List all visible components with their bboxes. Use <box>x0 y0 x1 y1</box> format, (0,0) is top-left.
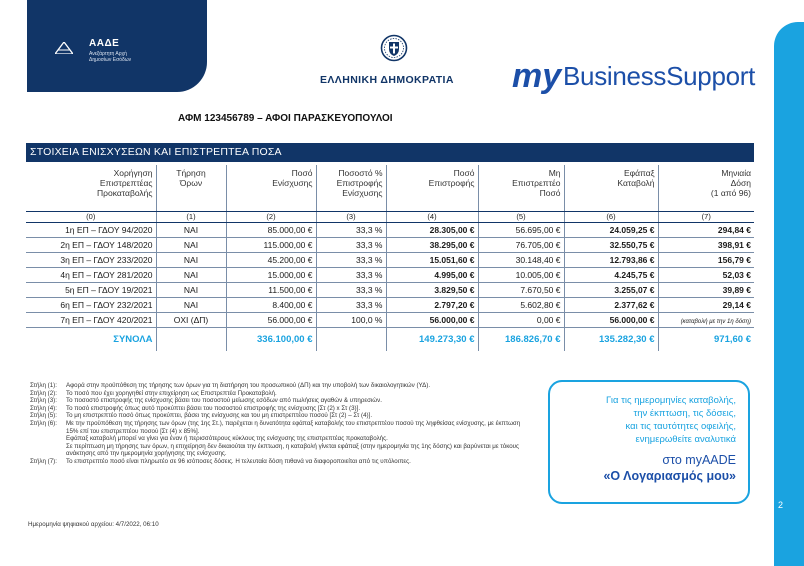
empty-cell <box>316 327 386 351</box>
column-header: Χορήγηση Επιστρεπτέας Προκαταβολής <box>26 165 156 211</box>
refund-cell: 2.797,20 € <box>386 297 478 312</box>
percent-cell: 33,3 % <box>316 267 386 282</box>
column-index: (2) <box>226 211 316 222</box>
column-index: (7) <box>658 211 754 222</box>
note-item: Στήλη (6): Με την προϋπόθεση της τήρησης των όρων (της 1ης Στ.), παρέχεται η δυνατότητα εφάπαξ καταβολής του επιστρεπτέου ποσού της ληφθείσας ενίσχυσης, με έκπτωση 15% επί του επιστρεπτέου ποσού [Στ (4) x 85%]. <box>30 419 521 435</box>
note-item: Στήλη (5): Το μη επιστρεπτέο ποσό όπως προκύπτει, βάσει της ενίσχυσης και του μη επιστρεπτέου ποσού [Στ (2) – Στ (4)]. <box>30 412 373 420</box>
percent-cell: 33,3 % <box>316 282 386 297</box>
brand-logo-text: BusinessSupport <box>563 61 756 91</box>
table-row <box>26 267 754 282</box>
nonrefund-cell: 0,00 € <box>478 312 564 327</box>
refund-cell: 28.305,00 € <box>386 222 478 237</box>
note-continuation: Εφάπαξ καταβολή μπορεί να γίνει για έναν ή περισσότερους κύκλους της ενίσχυσης της επιστρεπτέας προκαταβολής. <box>66 435 388 443</box>
column-index: (3) <box>316 211 386 222</box>
program-cell: 3η ΕΠ – ΓΔΟΥ 233/2020 <box>26 252 156 267</box>
column-header: Τήρηση Όρων <box>156 165 226 211</box>
myaade-link-text: στο myAADE <box>662 453 736 467</box>
amount-cell: 115.000,00 € <box>226 237 316 252</box>
terms-cell: ΝΑΙ <box>156 282 226 297</box>
monthly-cell: 294,84 € <box>658 222 754 237</box>
brand-logo-my: my <box>512 57 562 95</box>
info-line: και τις ταυτότητες οφειλής, <box>625 421 736 432</box>
lump-sum-cell: 12.793,86 € <box>564 252 658 267</box>
table-row <box>26 282 754 297</box>
amount-cell: 15.000,00 € <box>226 267 316 282</box>
terms-cell: ΝΑΙ <box>156 297 226 312</box>
monthly-cell: 29,14 € <box>658 297 754 312</box>
refund-cell: 4.995,00 € <box>386 267 478 282</box>
page-number: 2 <box>778 500 784 510</box>
government-name: ΕΛΛΗΝΙΚΗ ΔΗΜΟΚΡΑΤΙΑ <box>320 74 454 86</box>
nonrefund-cell: 76.705,00 € <box>478 237 564 252</box>
table-row <box>26 312 754 327</box>
refund-cell: 15.051,60 € <box>386 252 478 267</box>
program-cell: 2η ΕΠ – ΓΔΟΥ 148/2020 <box>26 237 156 252</box>
amount-cell: 85.000,00 € <box>226 222 316 237</box>
note-item: Στήλη (3): Το ποσοστό επιστροφής της ενίσχυσης βάσει του ποσοστού μείωσης εσόδων από πωλήσεις αγαθών & υπηρεσιών. <box>30 397 382 405</box>
totals-row <box>26 327 754 351</box>
note-item: Στήλη (1): Αφορά στην προϋπόθεση της τήρησης των όρων για τη διατήρηση του προσωπικού (ΔΠ) και την υποβολή των δικαιολογητικών (ΥΔ). <box>30 382 431 389</box>
note-continuation: Σε περίπτωση μη τήρησης των όρων, η επιχείρηση δεν δικαιούται την έκπτωση, η καταβολή γίνεται εφάπαξ (στην ημερομηνία της 1ης δόσης) και βαρύνεται με τόκους ανάκτησης από την ημερομηνία χορήγησης της ενίσχυσης. <box>66 442 520 458</box>
table-row <box>26 222 754 237</box>
section-title: ΣΤΟΙΧΕΙΑ ΕΝΙΣΧΥΣΕΩΝ ΚΑΙ ΕΠΙΣΤΡΕΠΤΕΑ ΠΟΣΑ <box>26 143 754 162</box>
percent-cell: 33,3 % <box>316 297 386 312</box>
terms-cell: ΝΑΙ <box>156 222 226 237</box>
table-row <box>26 252 754 267</box>
monthly-note: (καταβολή με την 1η δόση) <box>680 318 751 325</box>
nonrefund-cell: 5.602,80 € <box>478 297 564 312</box>
total-amount: 336.100,00 € <box>226 327 316 351</box>
column-header: Μηνιαία Δόση (1 από 96) <box>658 165 754 211</box>
monthly-cell: 39,89 € <box>658 282 754 297</box>
lump-sum-cell: 56.000,00 € <box>564 312 658 327</box>
amount-cell: 8.400,00 € <box>226 297 316 312</box>
column-header: Ποσό Επιστροφής <box>386 165 478 211</box>
note-item: Στήλη (2): Το ποσό που έχει χορηγηθεί στην επιχείρηση ως Επιστρεπτέα Προκαταβολή. <box>30 389 277 397</box>
info-line: Για τις ημερομηνίες καταβολής, <box>606 395 736 406</box>
terms-cell: ΝΑΙ <box>156 237 226 252</box>
lump-sum-cell: 24.059,25 € <box>564 222 658 237</box>
column-header: Μη Επιστρεπτέο Ποσό <box>478 165 564 211</box>
nonrefund-cell: 10.005,00 € <box>478 267 564 282</box>
lump-sum-cell: 2.377,62 € <box>564 297 658 312</box>
total-lump-sum: 135.282,30 € <box>564 327 658 351</box>
program-cell: 4η ΕΠ – ΓΔΟΥ 281/2020 <box>26 267 156 282</box>
info-line: ενημερωθείτε αναλυτικά <box>635 434 736 445</box>
nonrefund-cell: 30.148,40 € <box>478 252 564 267</box>
lump-sum-cell: 3.255,07 € <box>564 282 658 297</box>
amount-cell: 45.200,00 € <box>226 252 316 267</box>
total-monthly: 971,60 € <box>714 333 751 345</box>
side-decoration-bar <box>774 22 804 566</box>
column-index: (0) <box>26 211 156 222</box>
note-item: Στήλη (4): Το ποσό επιστροφής όπως αυτό προκύπτει βάσει του ποσοστού επιστροφής της ενίσχυσης [Στ (2) x Στ (3)]. <box>30 404 361 412</box>
table-row <box>26 297 754 312</box>
column-header: Ποσό Ενίσχυσης <box>226 165 316 211</box>
terms-cell: ΝΑΙ <box>156 252 226 267</box>
monthly-cell: 398,91 € <box>658 237 754 252</box>
program-cell: 6η ΕΠ – ΓΔΟΥ 232/2021 <box>26 297 156 312</box>
program-cell: 7η ΕΠ – ΓΔΟΥ 420/2021 <box>26 312 156 327</box>
totals-label: ΣΥΝΟΛΑ <box>26 327 156 351</box>
nonrefund-cell: 56.695,00 € <box>478 222 564 237</box>
greek-emblem-icon <box>380 34 408 62</box>
support-table <box>26 165 754 351</box>
monthly-cell: 156,79 € <box>658 252 754 267</box>
nonrefund-cell: 7.670,50 € <box>478 282 564 297</box>
percent-cell: 100,0 % <box>316 312 386 327</box>
lump-sum-cell: 4.245,75 € <box>564 267 658 282</box>
monthly-note-cell <box>658 312 754 327</box>
column-header: Ποσοστό % Επιστροφής Ενίσχυσης <box>316 165 386 211</box>
refund-cell: 56.000,00 € <box>386 312 478 327</box>
terms-cell: ΝΑΙ <box>156 267 226 282</box>
column-notes <box>30 382 530 466</box>
table-row <box>26 237 754 252</box>
column-index: (5) <box>478 211 564 222</box>
archive-date: Ημερομηνία ψηφιακού αρχείου: 4/7/2022, 06:10 <box>28 521 159 528</box>
aade-logo-icon <box>55 42 73 54</box>
percent-cell: 33,3 % <box>316 252 386 267</box>
column-index: (6) <box>564 211 658 222</box>
taxpayer-line: ΑΦΜ 123456789 – ΑΦΟΙ ΠΑΡΑΣΚΕΥΟΠΟΥΛΟΙ <box>178 113 393 124</box>
aade-logo-box <box>27 0 207 92</box>
empty-cell <box>156 327 226 351</box>
column-index: (1) <box>156 211 226 222</box>
total-refund: 149.273,30 € <box>386 327 478 351</box>
column-index: (4) <box>386 211 478 222</box>
logo-subtitle: Δημοσίων Εσόδων <box>89 57 132 63</box>
percent-cell: 33,3 % <box>316 222 386 237</box>
my-account-link-text: «Ο Λογαριασμός μου» <box>603 469 736 483</box>
info-line: την έκπτωση, τις δόσεις, <box>633 408 736 419</box>
percent-cell: 33,3 % <box>316 237 386 252</box>
myaade-info-box <box>548 380 750 504</box>
table-header-row <box>26 165 754 211</box>
note-item: Στήλη (7): Το επιστρεπτέο ποσό είναι πληρωτέο σε 96 ισόποσες δόσεις. Η τελευταία δόση πιθανά να διαφοροποιείται από τις υπόλοιπες. <box>30 457 411 465</box>
refund-cell: 3.829,50 € <box>386 282 478 297</box>
column-index-row <box>26 211 754 222</box>
terms-cell: ΟΧΙ (ΔΠ) <box>156 312 226 327</box>
amount-cell: 56.000,00 € <box>226 312 316 327</box>
total-nonrefund: 186.826,70 € <box>478 327 564 351</box>
amount-cell: 11.500,00 € <box>226 282 316 297</box>
program-cell: 5η ΕΠ – ΓΔΟΥ 19/2021 <box>26 282 156 297</box>
lump-sum-cell: 32.550,75 € <box>564 237 658 252</box>
logo-title: ΑΑΔΕ <box>89 38 120 49</box>
monthly-cell: 52,03 € <box>658 267 754 282</box>
refund-cell: 38.295,00 € <box>386 237 478 252</box>
column-header: Εφάπαξ Καταβολή <box>564 165 658 211</box>
program-cell: 1η ΕΠ – ΓΔΟΥ 94/2020 <box>26 222 156 237</box>
logo-subtitle: Ανεξάρτητη Αρχή <box>89 51 127 57</box>
